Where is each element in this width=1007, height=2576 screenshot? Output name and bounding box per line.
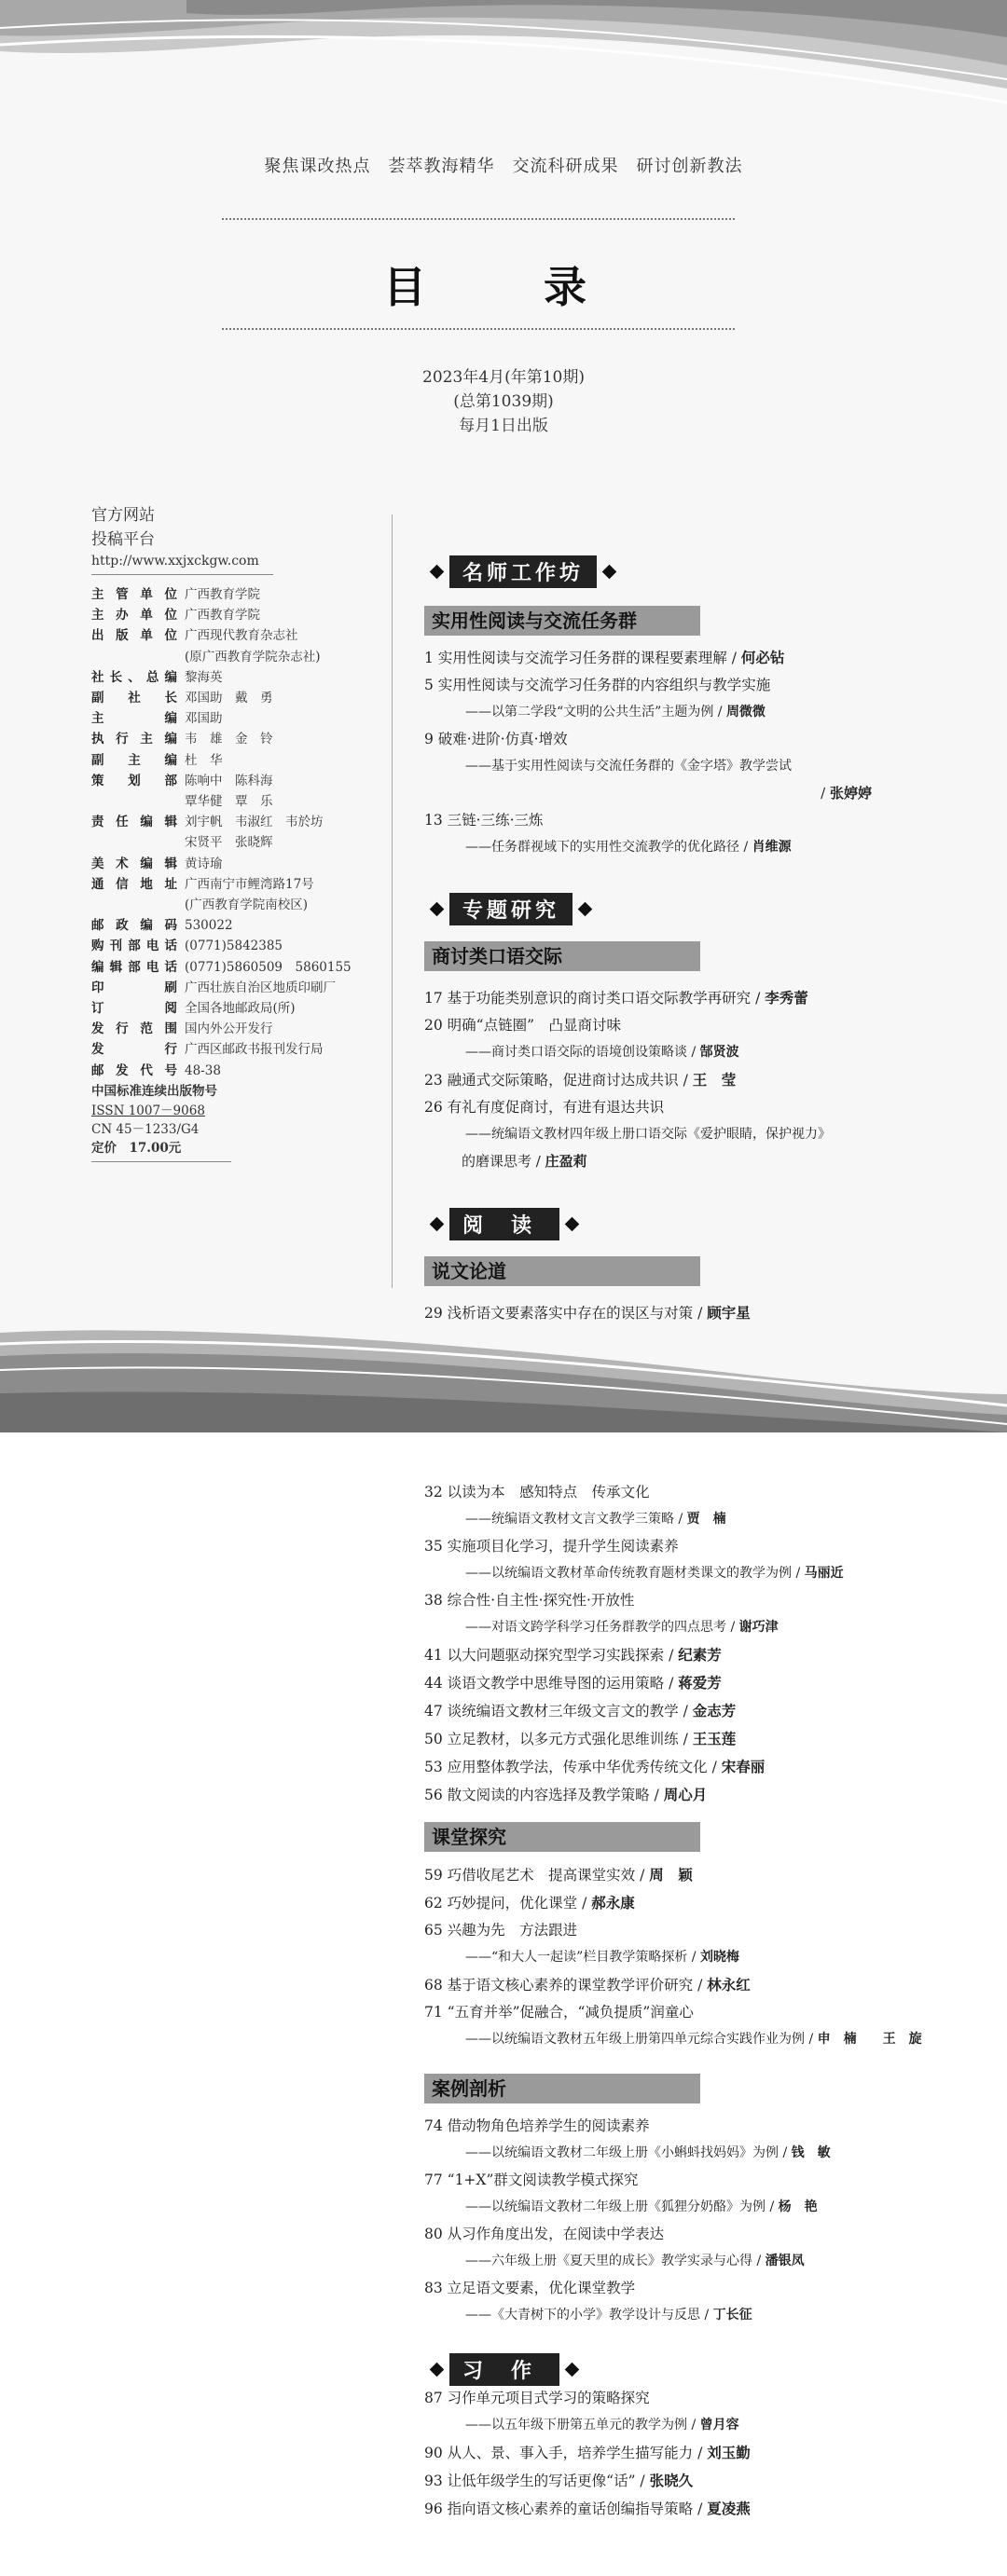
price: 定价 17.00元 xyxy=(91,1140,182,1156)
section-header-master-workshop xyxy=(424,555,622,587)
toc-entry-subtitle: ——以统编语文教材二年级上册《狐狸分奶酪》为例 / 杨 艳 xyxy=(465,2199,818,2214)
masthead-info-label: 通信地址 xyxy=(91,876,177,892)
toc-entry[interactable]: 35 实施项目化学习，提升学生阅读素养 xyxy=(424,1538,679,1555)
subsection-classroom-exploration: 课堂探究 xyxy=(424,1822,700,1852)
diamond-icon xyxy=(578,901,593,916)
column-divider xyxy=(392,514,393,1288)
masthead-info-row xyxy=(91,688,371,708)
toc-entry[interactable]: 29 浅析语文要素落实中存在的误区与对策 / 顾宇星 xyxy=(424,1304,751,1322)
masthead-info-value: 覃华健 覃 乐 xyxy=(185,794,273,810)
masthead-info-row xyxy=(91,998,371,1019)
toc-entry[interactable]: 17 基于功能类别意识的商讨类口语交际教学再研究 / 李秀蕾 xyxy=(424,989,808,1007)
masthead-info-label xyxy=(91,647,177,667)
issue-date: 2023年4月(年第10期) xyxy=(422,368,585,387)
masthead-info-label: 出版单位 xyxy=(91,628,177,644)
masthead-info-label: 美术编辑 xyxy=(91,856,177,871)
masthead-info-label: 副主编 xyxy=(91,752,177,768)
masthead-info-label: 责任编辑 xyxy=(91,815,177,830)
diamond-icon xyxy=(565,1216,580,1231)
toc-entry[interactable]: 50 立足教材，以多元方式强化思维训练 / 王玉莲 xyxy=(424,1730,737,1747)
diamond-icon xyxy=(565,2362,580,2377)
masthead-info-label: 策划部 xyxy=(91,773,177,788)
masthead-info-row xyxy=(91,832,371,853)
issue-total: (总第1039期) xyxy=(453,392,554,411)
masthead-info-value: (0771)5860509 5860155 xyxy=(185,959,352,975)
masthead-info-value: 广西现代教育杂志社 xyxy=(185,628,298,644)
masthead-info-row xyxy=(91,895,371,915)
diamond-icon xyxy=(430,1216,445,1231)
masthead-info-row xyxy=(91,854,371,874)
section-header-reading xyxy=(424,1208,585,1240)
masthead-info-row xyxy=(91,978,371,998)
masthead-info-value: 刘宇帆 韦淑红 韦於坊 xyxy=(185,815,324,830)
section-title: 专题研究 xyxy=(449,893,572,925)
toc-entry[interactable]: 68 基于语文核心素养的课堂教学评价研究 / 林永红 xyxy=(424,1976,751,1994)
subsection-shuowen-lundao: 说文论道 xyxy=(424,1256,700,1286)
toc-entry[interactable]: 77 “1+X”群文阅读教学模式探究 xyxy=(424,2172,639,2188)
masthead-info-row xyxy=(91,1019,371,1039)
masthead-info-label: 编辑部电话 xyxy=(91,959,177,975)
masthead-info-label: 主办单位 xyxy=(91,608,177,623)
section-2-entries xyxy=(424,984,984,1175)
masthead-info-value: (广西教育学院南校区) xyxy=(185,897,309,913)
masthead-info-value: (0771)5842385 xyxy=(185,939,283,954)
toc-entry[interactable]: 5 实用性阅读与交流学习任务群的内容组织与教学实施 xyxy=(424,677,771,693)
subsection-case-analysis: 案例剖析 xyxy=(424,2074,700,2103)
page-title: 目 录 xyxy=(383,262,624,312)
toc-entry-subtitle: ——对语文跨学科学习任务群教学的四点思考 / 谢巧津 xyxy=(465,1620,779,1635)
toc-entry[interactable]: 41 以大问题驱动探究型学习实践探索 / 纪素芳 xyxy=(424,1646,722,1664)
diamond-icon xyxy=(602,564,617,579)
issn-value: ISSN 1007－9068 xyxy=(91,1103,205,1118)
submission-platform-label: 投稿平台 xyxy=(91,530,155,549)
toc-entry[interactable]: 20 明确“点链圈” 凸显商讨味 xyxy=(424,1017,621,1034)
masthead-info-row xyxy=(91,647,371,667)
toc-entry[interactable]: 1 实用性阅读与交流学习任务群的课程要素理解 / 何必钻 xyxy=(424,649,785,666)
masthead-info-label: 购刊部电话 xyxy=(91,939,177,954)
masthead-info-label xyxy=(91,791,177,812)
masthead-info-row xyxy=(91,1039,371,1060)
toc-entry[interactable]: 87 习作单元项目式学习的策略探究 xyxy=(424,2390,650,2406)
masthead-info-row xyxy=(91,667,371,688)
toc-entry-subtitle: 的磨课思考 / 庄盈莉 xyxy=(462,1153,587,1170)
section-title: 阅读 xyxy=(449,1208,559,1240)
masthead-info-value: 530022 xyxy=(185,918,233,934)
toc-entry-subtitle: ——任务群视域下的实用性交流教学的优化路径 / 肖维源 xyxy=(465,840,792,855)
toc-entry[interactable]: 53 应用整体教学法，传承中华优秀传统文化 / 宋春丽 xyxy=(424,1758,766,1775)
diamond-icon xyxy=(430,564,445,579)
masthead-info-value: 宋贤平 张晓辉 xyxy=(185,835,273,851)
toc-entry-subtitle: ——“和大人一起读”栏目教学策略探析 / 刘晓梅 xyxy=(465,1950,739,1965)
diamond-icon xyxy=(430,901,445,916)
cn-number: CN 45－1233/G4 xyxy=(91,1121,200,1137)
toc-entry-subtitle: ——六年级上册《夏天里的成长》教学实录与心得 / 潘银凤 xyxy=(465,2254,805,2268)
section-6-entries xyxy=(424,2385,984,2523)
toc-entry-subtitle: ——基于实用性阅读与交流任务群的《金字塔》教学尝试 xyxy=(465,759,792,774)
masthead-info-value: 陈响中 陈科海 xyxy=(185,773,273,788)
toc-entry[interactable]: 44 谈语文教学中思维导图的运用策略 / 蒋爱芳 xyxy=(424,1674,722,1692)
masthead-info-value: (原广西教育学院杂志社) xyxy=(185,649,321,665)
section-title: 习作 xyxy=(449,2353,559,2386)
toc-entry[interactable]: 90 从人、景、事入手，培养学生描写能力 / 刘玉勤 xyxy=(424,2444,751,2461)
toc-entry[interactable]: 38 综合性·自主性·探究性·开放性 xyxy=(424,1592,635,1609)
issn xyxy=(91,1102,371,1120)
masthead-info-label: 主编 xyxy=(91,711,177,727)
masthead-info-label xyxy=(91,832,177,853)
masthead-info-value: 国内外公开发行 xyxy=(185,1021,273,1037)
masthead-info-row xyxy=(91,584,371,605)
masthead-info-label: 印刷 xyxy=(91,980,177,995)
masthead-info-value: 广西教育学院 xyxy=(185,608,260,623)
toc-entry[interactable]: 96 指向语文核心素养的童话创编指导策略 / 夏凌燕 xyxy=(424,2500,751,2517)
masthead-info-label: 订阅 xyxy=(91,1001,177,1017)
masthead-info-label: 发行范围 xyxy=(91,1021,177,1037)
toc-entry-subtitle: ——以五年级下册第五单元的教学为例 / 曾月容 xyxy=(465,2418,739,2432)
masthead-info-row xyxy=(91,936,371,956)
toc-entry[interactable]: 26 有礼有度促商讨，有进有退达共识 xyxy=(424,1099,665,1116)
toc-entry[interactable]: 83 立足语文要素，优化课堂教学 xyxy=(424,2280,636,2296)
masthead-info-value: 邓国助 xyxy=(185,711,223,727)
masthead-info-value: 邓国助 戴 勇 xyxy=(185,691,273,706)
section-4-entries xyxy=(424,1861,984,2053)
toc-entry[interactable]: 47 谈统编语文教材三年级文言文的教学 / 金志芳 xyxy=(424,1702,737,1720)
sidebar-divider xyxy=(91,1161,231,1162)
masthead-info-row xyxy=(91,771,371,791)
masthead-info-value: 黄诗瑜 xyxy=(185,856,223,871)
masthead-info-row xyxy=(91,915,371,936)
masthead-info-row xyxy=(91,729,371,749)
section-title: 名师工作坊 xyxy=(449,555,597,588)
subsection-discussion-speaking: 商讨类口语交际 xyxy=(424,941,700,971)
toc-entry[interactable]: 59 巧借收尾艺术 提高课堂实效 / 周 颖 xyxy=(424,1866,693,1884)
masthead-info-label: 副社长 xyxy=(91,691,177,706)
section-5-entries xyxy=(424,2113,984,2329)
masthead-info-value: 广西南宁市鲤湾路17号 xyxy=(185,876,314,892)
masthead-info-value: 韦 雄 金 铃 xyxy=(185,732,273,747)
toc-entry[interactable]: 93 让低年级学生的写话更像“话” / 张晓久 xyxy=(424,2472,694,2489)
toc-entry[interactable]: 56 散文阅读的内容选择及教学策略 / 周心月 xyxy=(424,1786,708,1803)
toc-entry[interactable]: 13 三链·三练·三炼 xyxy=(424,812,544,829)
masthead-info-list xyxy=(91,584,371,1081)
masthead-sidebar xyxy=(91,503,371,1172)
masthead-info-row xyxy=(91,791,371,812)
diamond-icon xyxy=(430,2362,445,2377)
issue-frequency: 每月1日出版 xyxy=(459,417,548,435)
masthead-info-value: 全国各地邮政局(所) xyxy=(185,1001,296,1017)
masthead-info-label: 主管单位 xyxy=(91,587,177,602)
sidebar-divider xyxy=(91,574,273,575)
official-site-label: 官方网站 xyxy=(91,506,155,525)
toc-entry-author: / 张婷婷 xyxy=(821,785,872,802)
masthead-info-label xyxy=(91,895,177,915)
toc-entry[interactable]: 62 巧妙提问，优化课堂 / 郝永康 xyxy=(424,1894,635,1911)
masthead-info-row xyxy=(91,750,371,771)
masthead-info-value: 广西壮族自治区地质印刷厂 xyxy=(185,980,336,995)
toc-entry[interactable]: 23 融通式交际策略，促进商讨达成共识 / 王 莹 xyxy=(424,1071,737,1089)
top-wave-decoration xyxy=(0,0,1007,112)
serial-number-label: 中国标准连续出版物号 xyxy=(91,1083,217,1099)
masthead-info-label: 发行 xyxy=(91,1042,177,1058)
toc-entry-subtitle: ——以统编语文教材革命传统教育题材类课文的教学为例 / 马丽近 xyxy=(465,1566,844,1581)
website-link[interactable]: http://www.xxjxckgw.com xyxy=(91,554,259,569)
masthead-info-row xyxy=(91,708,371,729)
masthead-info-row xyxy=(91,874,371,895)
masthead-info-row xyxy=(91,625,371,646)
masthead-info-value: 48-38 xyxy=(185,1062,221,1078)
section-header-special-research xyxy=(424,893,598,925)
masthead-info-label: 邮发代号 xyxy=(91,1062,177,1078)
divider-dotted xyxy=(222,328,735,330)
bottom-wave-decoration xyxy=(0,1305,1007,1432)
divider-dotted xyxy=(222,218,735,220)
toc-entry-subtitle: ——统编语文教材四年级上册口语交际《爱护眼睛，保护视力》 xyxy=(465,1127,831,1142)
masthead-info-row xyxy=(91,605,371,625)
section-3-entries-continued xyxy=(424,1479,984,1809)
toc-entry-subtitle: ——以统编语文教材二年级上册《小蝌蚪找妈妈》为例 / 钱 敏 xyxy=(465,2145,831,2160)
toc-entry-subtitle: ——以第二学段“文明的公共生活”主题为例 / 周微微 xyxy=(465,705,766,719)
toc-entry-subtitle: ——商讨类口语交际的语境创设策略谈 / 郜贤波 xyxy=(465,1045,739,1060)
toc-entry[interactable]: 65 兴趣为先 方法跟进 xyxy=(424,1922,578,1939)
masthead-info-label: 社长、总编 xyxy=(91,669,177,685)
toc-entry[interactable]: 80 从习作角度出发，在阅读中学表达 xyxy=(424,2226,665,2242)
contents-page-2 xyxy=(0,1432,1007,2576)
toc-entry[interactable]: 32 以读为本 感知特点 传承文化 xyxy=(424,1484,650,1500)
masthead-info-row xyxy=(91,957,371,978)
toc-entry[interactable]: 74 借动物角色培养学生的阅读素养 xyxy=(424,2117,650,2134)
toc-entry[interactable]: 9 破难·进阶·仿真·增效 xyxy=(424,731,568,747)
masthead-info-label: 执行主编 xyxy=(91,732,177,747)
toc-entry-subtitle: ——《大青树下的小学》教学设计与反思 / 丁长征 xyxy=(465,2308,752,2323)
masthead-info-label: 邮政编码 xyxy=(91,918,177,934)
toc-entry-subtitle: ——统编语文教材文言文教学三策略 / 贾 楠 xyxy=(465,1512,726,1527)
toc-entry-subtitle: ——以统编语文教材五年级上册第四单元综合实践作业为例 / 申 楠 王 旋 xyxy=(465,2032,922,2047)
subsection-practical-reading: 实用性阅读与交流任务群 xyxy=(424,606,700,636)
slogan: 聚焦课改热点 荟萃教海精华 交流科研成果 研讨创新教法 xyxy=(264,157,743,176)
masthead-info-value: 广西教育学院 xyxy=(185,587,260,602)
section-1-entries xyxy=(424,644,984,861)
toc-entry[interactable]: 71 “五育并举”促融合，“减负提质”润童心 xyxy=(424,2004,694,2021)
masthead-info-row xyxy=(91,812,371,832)
masthead-info-value: 黎海英 xyxy=(185,669,223,685)
masthead-info-row xyxy=(91,1061,371,1081)
masthead-info-value: 杜 华 xyxy=(185,752,223,768)
masthead-info-value: 广西区邮政书报刊发行局 xyxy=(185,1042,324,1058)
section-header-writing xyxy=(424,2353,585,2385)
